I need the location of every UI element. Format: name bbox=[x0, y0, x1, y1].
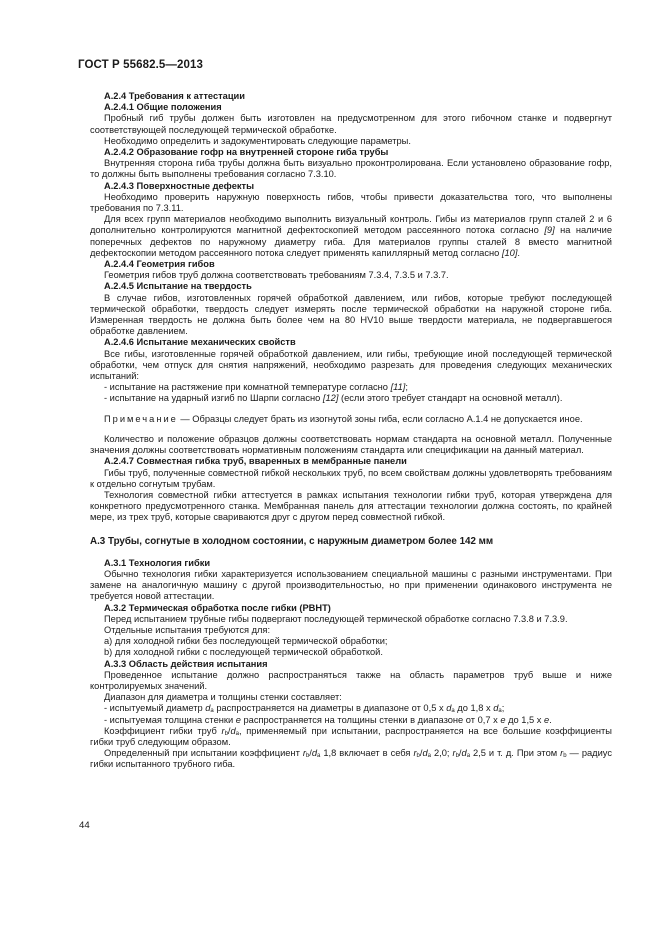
text: ; bbox=[501, 703, 505, 714]
list-item bbox=[90, 393, 612, 404]
reference-link: [12] bbox=[322, 393, 339, 404]
paragraph bbox=[90, 748, 612, 770]
text: / bbox=[419, 748, 423, 759]
paragraph: Технология совместной гибки аттестуется в рамках испытания технологии гибки труб, которая утверждена для конкретного предусмотренного станка. Мембранная панель для аттестации технологии должна состоять, по крайней мере, из трех труб, которые свариваются друг с другом перед совместной гибкой. bbox=[90, 489, 612, 523]
text: - испытание на растяжение при комнатной температуре согласно bbox=[104, 382, 391, 393]
reference-link: [9] bbox=[544, 225, 555, 236]
heading-a33: А.3.3 Область действия испытания bbox=[104, 658, 268, 669]
subscript: b bbox=[455, 753, 459, 760]
text: ; bbox=[405, 382, 408, 393]
subscript: a bbox=[210, 708, 214, 715]
heading-a32: А.3.2 Термическая обработка после гибки (PBHT) bbox=[104, 602, 331, 613]
paragraph: Геометрия гибов труб должна соответствовать требованиям 7.3.4, 7.3.5 и 7.3.7. bbox=[104, 270, 449, 281]
heading-a24: А.2.4 Требования к аттестации bbox=[104, 91, 245, 101]
paragraph: Все гибы, изготовленные горячей обработкой давлением, или гибы, требующие иной последующей термической обработки, чем отпуск для снятия напряжений, необходимо разрезать для проведения следующих механических испытаний: bbox=[90, 348, 612, 382]
symbol: r bbox=[452, 748, 456, 759]
note-text: — Образцы следует брать из изогнутой зоны гиба, если согласно А.1.4 не допускается иное. bbox=[177, 413, 583, 424]
subscript: a bbox=[498, 708, 502, 715]
list-item bbox=[90, 382, 612, 393]
note bbox=[90, 414, 612, 425]
symbol: d bbox=[461, 748, 467, 759]
heading-a245: А.2.4.5 Испытание на твердость bbox=[104, 281, 252, 292]
page-header: ГОСТ Р 55682.5—2013 bbox=[78, 59, 203, 71]
heading-a241: А.2.4.1 Общие положения bbox=[104, 102, 222, 113]
subscript: b bbox=[563, 753, 567, 760]
symbol: d bbox=[446, 703, 452, 714]
symbol: r bbox=[221, 725, 225, 736]
list-item bbox=[90, 715, 612, 726]
paragraph: Диапазон для диаметра и толщины стенки составляет: bbox=[104, 692, 342, 703]
text: . bbox=[517, 247, 520, 258]
reference-link: [11] bbox=[390, 382, 406, 393]
text: до 1,8 x bbox=[454, 703, 494, 714]
symbol: d bbox=[422, 748, 428, 759]
note-label: Примечание bbox=[104, 413, 178, 424]
paragraph: Внутренняя сторона гиба трубы должна быть визуально проконтролирована. Если установлено образование гофр, то должны быть выполнены требования согласно 7.3.10. bbox=[90, 158, 612, 180]
heading-a243: А.2.4.3 Поверхностные дефекты bbox=[104, 180, 255, 191]
paragraph: Перед испытанием трубные гибы подвергают последующей термической обработке согласно 7.3.8 и 7.3.9. bbox=[104, 613, 568, 624]
list-item: b) для холодной гибки с последующей термической обработкой. bbox=[104, 647, 383, 658]
paragraph: Количество и положение образцов должны соответствовать нормам стандарта на основной металл. Полученные значения должны соответствовать нормативным положениям стандарта или спецификации на данный материал. bbox=[90, 433, 612, 456]
heading-a247: А.2.4.7 Совместная гибка труб, вваренных в мембранные панели bbox=[104, 456, 407, 467]
text: 2,5 и т. д. При этом bbox=[470, 748, 561, 759]
text: (если этого требует стандарт на основной металл). bbox=[338, 393, 563, 404]
paragraph: Отдельные испытания требуются для: bbox=[104, 624, 271, 635]
text: . bbox=[549, 714, 552, 725]
symbol: d bbox=[205, 703, 211, 714]
page-body bbox=[90, 91, 612, 771]
subscript: a bbox=[427, 753, 431, 760]
text: / bbox=[458, 748, 462, 759]
text: 2,0; bbox=[431, 748, 453, 759]
symbol: d bbox=[311, 748, 318, 759]
subscript: b bbox=[224, 730, 228, 737]
symbol: e bbox=[500, 714, 506, 725]
text: - испытуемая толщина стенки bbox=[104, 714, 236, 725]
text: / bbox=[227, 725, 231, 736]
list-item: а) для холодной гибки без последующей термической обработки; bbox=[104, 636, 388, 647]
paragraph: Необходимо определить и задокументировать следующие параметры. bbox=[104, 135, 411, 146]
subscript: a bbox=[235, 730, 240, 737]
subscript: a bbox=[466, 753, 471, 760]
symbol: e bbox=[544, 714, 550, 725]
text: 1,8 включает в себя bbox=[320, 748, 414, 759]
text: на наличие поперечных дефектов по наружному диаметру гиба. Для материалов группы сталей 8 вместо магнитной дефектоскопии методом рассеянного потока следует применять капиллярный метод согласно bbox=[90, 225, 612, 258]
symbol: d bbox=[230, 725, 236, 736]
text: — радиус гибки испытанного трубного гиба. bbox=[90, 748, 612, 770]
text: , применяемый при испытании, распространяется на все большие коэффициенты гибки труб следующим образом. bbox=[90, 725, 612, 747]
paragraph bbox=[90, 726, 612, 748]
symbol: r bbox=[302, 748, 306, 759]
subscript: a bbox=[317, 753, 321, 760]
text: Для всех групп материалов необходимо выполнить визуальный контроль. Гибы из материалов групп сталей 2 и 6 дополнительно контролируются магнитной дефектоскопией методом рассеянного потока согласно bbox=[90, 214, 612, 236]
subscript: b bbox=[305, 753, 310, 760]
paragraph: Проведенное испытание должно распространяться также на область параметров труб выше и ниже контролируемых значений. bbox=[90, 669, 612, 691]
paragraph: В случае гибов, изготовленных горячей обработкой давлением, или гибов, которые требуют последующей термической обработки, твердость следует измерять после термической обработки на наружной стороне гиба. Измеренная твердость не должна быть более чем на 80 HV10 выше твердости материала, не подвергавшегося обработке давлением. bbox=[90, 292, 612, 337]
symbol: e bbox=[235, 714, 241, 725]
symbol: d bbox=[493, 703, 499, 714]
text: / bbox=[309, 748, 312, 759]
text: до 1,5 x bbox=[505, 714, 545, 725]
paragraph: Пробный гиб трубы должен быть изготовлен на предусмотренном для этого гибочном станке и подвергнут соответствующей последующей термической обработке. bbox=[90, 113, 612, 135]
symbol: r bbox=[413, 748, 417, 759]
paragraph bbox=[90, 214, 612, 259]
heading-a246: А.2.4.6 Испытание механических свойств bbox=[104, 337, 296, 348]
subscript: a bbox=[451, 708, 455, 715]
heading-a3: А.3 Трубы, согнутые в холодном состоянии, с наружным диаметром более 142 мм bbox=[90, 535, 494, 547]
heading-a242: А.2.4.2 Образование гофр на внутренней стороне гиба трубы bbox=[104, 147, 389, 158]
text: - испытуемый диаметр bbox=[104, 703, 206, 714]
list-item bbox=[90, 703, 612, 714]
symbol: r bbox=[560, 748, 564, 759]
text: - испытание на ударный изгиб по Шарпи согласно bbox=[104, 393, 323, 404]
heading-a244: А.2.4.4 Геометрия гибов bbox=[104, 259, 215, 270]
paragraph: Необходимо проверить наружную поверхность гибов, чтобы привести доказательства того, что выполнены требования по 7.3.11. bbox=[90, 191, 612, 214]
text: Коэффициент гибки труб bbox=[104, 725, 222, 736]
paragraph: Гибы труб, полученные совместной гибкой нескольких труб, по всем свойствам должны удовлетворять требованиям к отдельно согнутым трубам. bbox=[90, 467, 612, 489]
text: распространяется на толщины стенки в диапазоне от 0,7 x bbox=[240, 714, 501, 725]
page-number: 44 bbox=[79, 820, 90, 831]
paragraph: Обычно технология гибки характеризуется использованием специальной машины с разными инструментами. При замене на аналогичную машину с другой производительностью, но при применении одинакового инструмента не требуется новой аттестации. bbox=[90, 568, 612, 602]
subscript: b bbox=[416, 753, 420, 760]
reference-link: [10] bbox=[501, 247, 518, 258]
text: распространяется на диаметры в диапазоне от 0,5 x bbox=[213, 703, 447, 714]
heading-a31: А.3.1 Технология гибки bbox=[104, 557, 211, 568]
text: Определенный при испытании коэффициент bbox=[104, 748, 303, 759]
